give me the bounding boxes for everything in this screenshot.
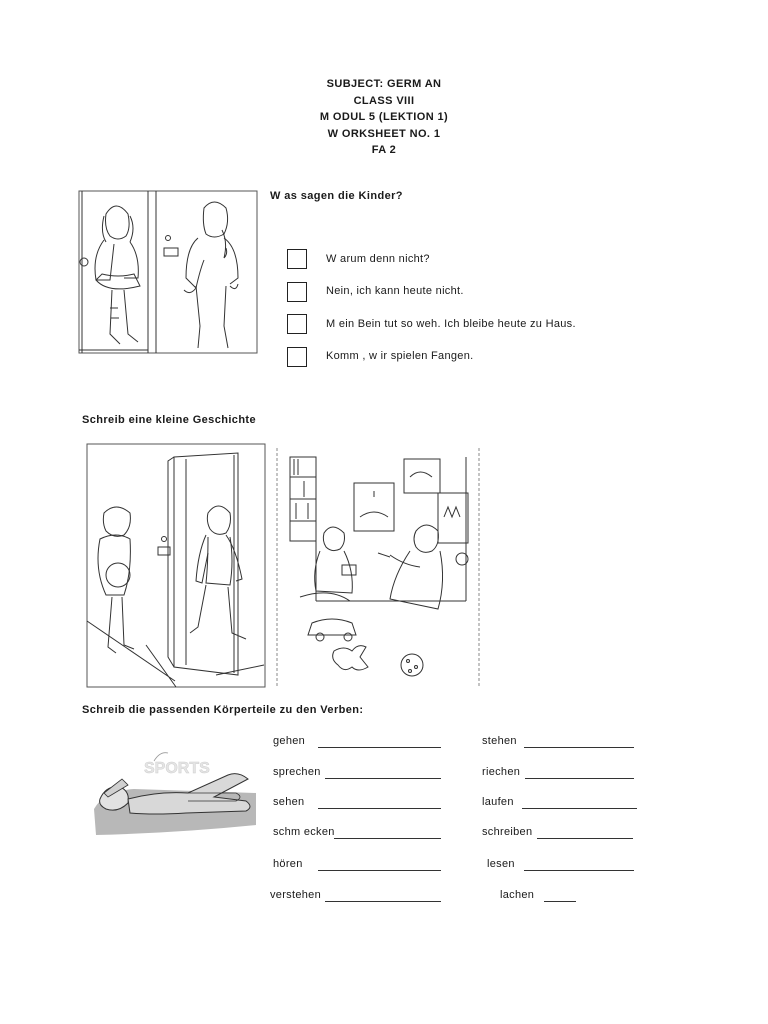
story-illustration-hallway <box>86 443 266 688</box>
answer-line-schreiben[interactable] <box>537 838 633 839</box>
answer-line-verstehen[interactable] <box>325 901 441 902</box>
answer-line-lachen[interactable] <box>544 901 576 902</box>
verb-hoeren: hören <box>273 858 303 870</box>
fa-line: FA 2 <box>371 144 397 156</box>
option-2-text: Nein, ich kann heute nicht. <box>326 285 464 297</box>
modul-line: M ODUL 5 (LEKTION 1) <box>319 111 449 123</box>
section2-title: Schreib eine kleine Geschichte <box>82 414 257 426</box>
verb-schreiben: schreiben <box>482 826 533 838</box>
answer-line-hoeren[interactable] <box>318 870 441 871</box>
subject-line: SUBJECT: GERM AN <box>326 78 442 90</box>
answer-line-sehen[interactable] <box>318 808 441 809</box>
answer-checkbox-2[interactable] <box>287 282 307 302</box>
verb-schmecken: schm ecken <box>273 826 335 838</box>
answer-checkbox-3[interactable] <box>287 314 307 334</box>
option-3-text: M ein Bein tut so weh. Ich bleibe heute zu Haus. <box>326 318 576 330</box>
class-line: CLASS VIII <box>353 94 415 107</box>
verb-gehen: gehen <box>273 735 306 747</box>
story-illustration-playroom <box>276 447 480 688</box>
worksheet-line: W ORKSHEET NO. 1 <box>327 127 441 140</box>
answer-checkbox-4[interactable] <box>287 347 307 367</box>
verb-lachen: lachen <box>500 889 535 901</box>
verb-riechen: riechen <box>482 766 521 778</box>
answer-line-stehen[interactable] <box>524 747 634 748</box>
section1-title: W as sagen die Kinder? <box>270 190 403 202</box>
answer-line-gehen[interactable] <box>318 747 441 748</box>
verb-sprechen: sprechen <box>273 766 321 778</box>
worksheet-header <box>0 76 768 159</box>
answer-line-lesen[interactable] <box>524 870 634 871</box>
answer-line-schmecken[interactable] <box>334 838 441 839</box>
verb-sehen: sehen <box>273 796 305 808</box>
answer-line-laufen[interactable] <box>522 808 637 809</box>
answer-line-riechen[interactable] <box>525 778 634 779</box>
sports-watermark: SPORTS <box>144 760 210 777</box>
verb-laufen: laufen <box>482 796 514 808</box>
lying-person-illustration <box>94 743 256 845</box>
verb-verstehen: verstehen <box>270 889 322 901</box>
answer-checkbox-1[interactable] <box>287 249 307 269</box>
answer-line-sprechen[interactable] <box>325 778 441 779</box>
option-1-text: W arum denn nicht? <box>326 253 430 265</box>
option-4-text: Komm , w ir spielen Fangen. <box>326 350 474 362</box>
verb-stehen: stehen <box>482 735 517 747</box>
verb-lesen: lesen <box>487 858 515 870</box>
door-children-illustration <box>78 190 258 355</box>
section3-title: Schreib die passenden Körperteile zu den Verben: <box>82 704 364 716</box>
